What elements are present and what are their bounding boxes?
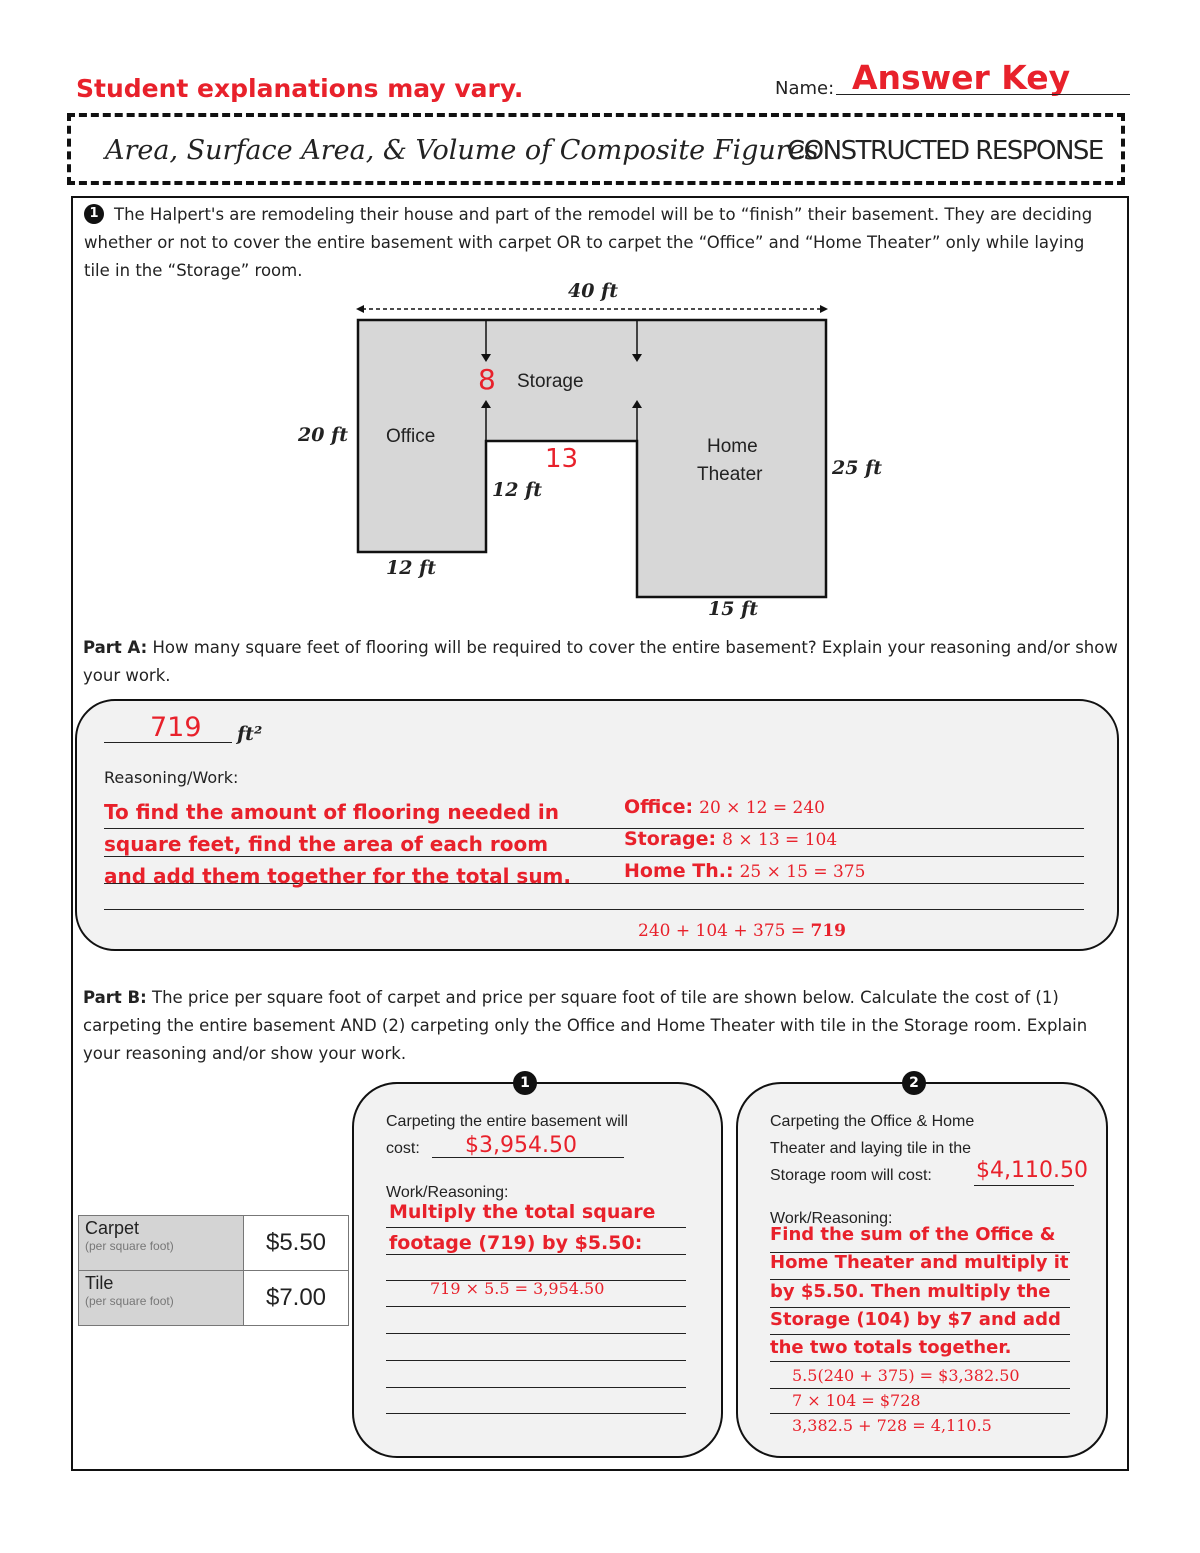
box-2-equation-1: 5.5(240 + 375) = $3,382.50 <box>792 1366 1020 1385</box>
explanations-note: Student explanations may vary. <box>76 74 524 103</box>
box-2-prompt-3: Storage room will cost: <box>770 1167 932 1184</box>
box-2-work-5: the two totals together. <box>770 1337 1012 1358</box>
box-1-line <box>386 1254 686 1255</box>
box-2-equation-3: 3,382.5 + 728 = 4,110.5 <box>792 1416 992 1435</box>
part-a-question <box>83 634 1123 690</box>
box-2-answer: $4,110.50 <box>976 1158 1088 1183</box>
box-1-work-2: footage (719) by $5.50: <box>389 1232 643 1254</box>
price-row-carpet <box>79 1216 349 1271</box>
dim-arrow-left <box>356 305 364 313</box>
dim-bottom-left-12ft: 12 ft <box>386 557 437 579</box>
box-2-work-4: Storage (104) by $7 and add <box>770 1309 1061 1330</box>
box-2-line <box>770 1413 1070 1414</box>
box-1-line <box>386 1306 686 1307</box>
price-table <box>78 1215 349 1326</box>
part-a-explanation-2: square feet, find the area of each room <box>104 832 549 856</box>
box-1-prompt-1: Carpeting the entire basement will <box>386 1113 628 1130</box>
part-a-explanation-1: To find the amount of flooring needed in <box>104 800 559 824</box>
box-1-line <box>386 1333 686 1334</box>
box-2-number-badge: 2 <box>902 1071 926 1095</box>
part-a-answer: 719 <box>150 712 202 743</box>
price-item-cell: Tile (per square foot) <box>79 1271 244 1326</box>
room-theater-label: Theater <box>697 464 763 485</box>
dim-bottom-right-15ft: 15 ft <box>708 598 759 620</box>
box-1-equation: 719 × 5.5 = 3,954.50 <box>430 1279 605 1298</box>
part-a-text: How many square feet of flooring will be required to cover the entire basement? Explain your reasoning and/or show your work. <box>83 638 1118 685</box>
box-1-line <box>386 1227 686 1228</box>
part-a-reasoning-label: Reasoning/Work: <box>104 768 239 787</box>
box-1-prompt-2: cost: <box>386 1140 420 1157</box>
part-a-work-storage: Storage: 8 × 13 = 104 <box>624 828 838 850</box>
room-office-label: Office <box>386 426 436 447</box>
price-value-carpet: $5.50 <box>244 1216 349 1271</box>
worksheet-title: Area, Surface Area, & Volume of Composite Figures <box>105 135 819 166</box>
box-1-line <box>386 1360 686 1361</box>
box-1-line <box>386 1413 686 1414</box>
box-2-line <box>770 1334 1070 1335</box>
price-row-tile <box>79 1271 349 1326</box>
part-a-total: 240 + 104 + 375 = 719 <box>638 921 846 941</box>
part-b-label: Part B: <box>83 988 147 1007</box>
box-2-prompt-2: Theater and laying tile in the <box>770 1140 972 1157</box>
part-a-explanation-3: and add them together for the total sum. <box>104 864 571 888</box>
box-1-number-badge: 1 <box>513 1071 537 1095</box>
problem-number-badge: 1 <box>84 204 104 224</box>
box-2-work-1: Find the sum of the Office & <box>770 1224 1056 1245</box>
box-2-work-3: by $5.50. Then multiply the <box>770 1281 1051 1302</box>
box-2-line <box>770 1307 1070 1308</box>
part-a-line-1 <box>104 828 1084 829</box>
dim-left-20ft: 20 ft <box>298 424 349 446</box>
part-b-question <box>83 984 1123 1068</box>
part-b-text: The price per square foot of carpet and price per square foot of tile are shown below. Calculate the cost of (1) carpeting the entire basement AND (2) carpeting only the Office and Home Theater with tile in the Storage room. Explain your reasoning and/or show your work. <box>83 988 1088 1063</box>
name-value: Answer Key <box>852 58 1071 97</box>
box-2-line <box>770 1361 1070 1362</box>
worksheet-subtitle: CONSTRUCTED RESPONSE <box>787 136 1103 166</box>
part-a-answer-box <box>75 699 1119 951</box>
part-a-answer-line <box>104 742 232 743</box>
part-a-line-2 <box>104 856 1084 857</box>
dim-right-25ft: 25 ft <box>832 457 883 479</box>
box-2-line <box>770 1388 1070 1389</box>
floor-plan-diagram <box>0 0 1200 660</box>
dim-top-40ft: 40 ft <box>568 280 619 302</box>
part-a-work-office: Office: 20 × 12 = 240 <box>624 796 825 818</box>
box-2-answer-line <box>974 1185 1074 1186</box>
price-item-cell: Carpet (per square foot) <box>79 1216 244 1271</box>
box-2-work-2: Home Theater and multiply it <box>770 1252 1069 1273</box>
box-2-work-label: Work/Reasoning: <box>770 1210 893 1227</box>
problem-text: The Halpert's are remodeling their house and part of the remodel will be to “finish” their basement. They are deciding whether or not to cover the entire basement with carpet OR to carpet the “Office” and “Home Theater” only while laying tile in the “Storage” room. <box>84 205 1093 280</box>
dim-inner-12ft: 12 ft <box>492 479 543 501</box>
box-2-line <box>770 1279 1070 1280</box>
box-1-work-label: Work/Reasoning: <box>386 1184 509 1201</box>
price-value-tile: $7.00 <box>244 1271 349 1326</box>
part-a-label: Part A: <box>83 638 148 657</box>
box-1-answer: $3,954.50 <box>465 1133 577 1158</box>
part-a-unit: ft² <box>237 723 263 745</box>
part-a-work-home-theater: Home Th.: 25 × 15 = 375 <box>624 860 866 882</box>
box-1-line <box>386 1387 686 1388</box>
dim-arrow-right <box>820 305 828 313</box>
box-2-equation-2: 7 × 104 = $728 <box>792 1391 921 1410</box>
part-a-line-4 <box>104 909 1084 910</box>
room-storage-label: Storage <box>517 371 584 392</box>
basement-outline <box>358 320 826 597</box>
storage-width-annotation: 13 <box>545 444 579 474</box>
box-2-prompt-1: Carpeting the Office & Home <box>770 1113 975 1130</box>
room-home-label: Home <box>707 436 758 457</box>
storage-height-annotation: 8 <box>478 363 496 396</box>
name-label: Name: <box>775 78 835 99</box>
box-1-work-1: Multiply the total square <box>389 1201 656 1223</box>
